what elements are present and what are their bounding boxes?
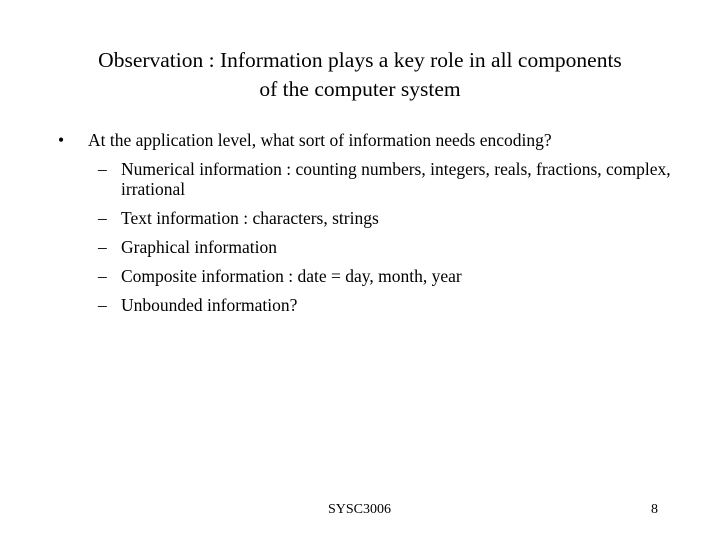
sub-bullet-text: Unbounded information? [121, 295, 298, 315]
dash-marker: – [98, 266, 107, 286]
dash-marker: – [98, 237, 107, 257]
dash-marker: – [98, 159, 107, 179]
footer-course-code: SYSC3006 [328, 502, 392, 517]
sub-bullet-text: Text information : characters, strings [121, 208, 379, 228]
bullet-marker: • [58, 130, 65, 150]
sub-bullet-item [88, 262, 698, 291]
sub-bullet-text: Composite information : date = day, month, year [121, 266, 462, 286]
sub-bullet-item [88, 291, 698, 320]
bullet-text: At the application level, what sort of information needs encoding? [88, 130, 552, 150]
bullet-list [58, 126, 698, 320]
dash-marker: – [98, 208, 107, 228]
sub-bullet-text: Numerical information : counting numbers, integers, reals, fractions, complex, irrational [121, 159, 671, 199]
sub-bullet-item [88, 233, 698, 262]
bullet-item [58, 126, 698, 320]
slide-title: Observation : Information plays a key role in all components of the computer system [98, 48, 622, 101]
sub-bullet-list [88, 155, 698, 320]
sub-bullet-item [88, 204, 698, 233]
dash-marker: – [98, 295, 107, 315]
sub-bullet-item [88, 155, 698, 204]
page-number: 8 [651, 502, 658, 517]
sub-bullet-text: Graphical information [121, 237, 277, 257]
